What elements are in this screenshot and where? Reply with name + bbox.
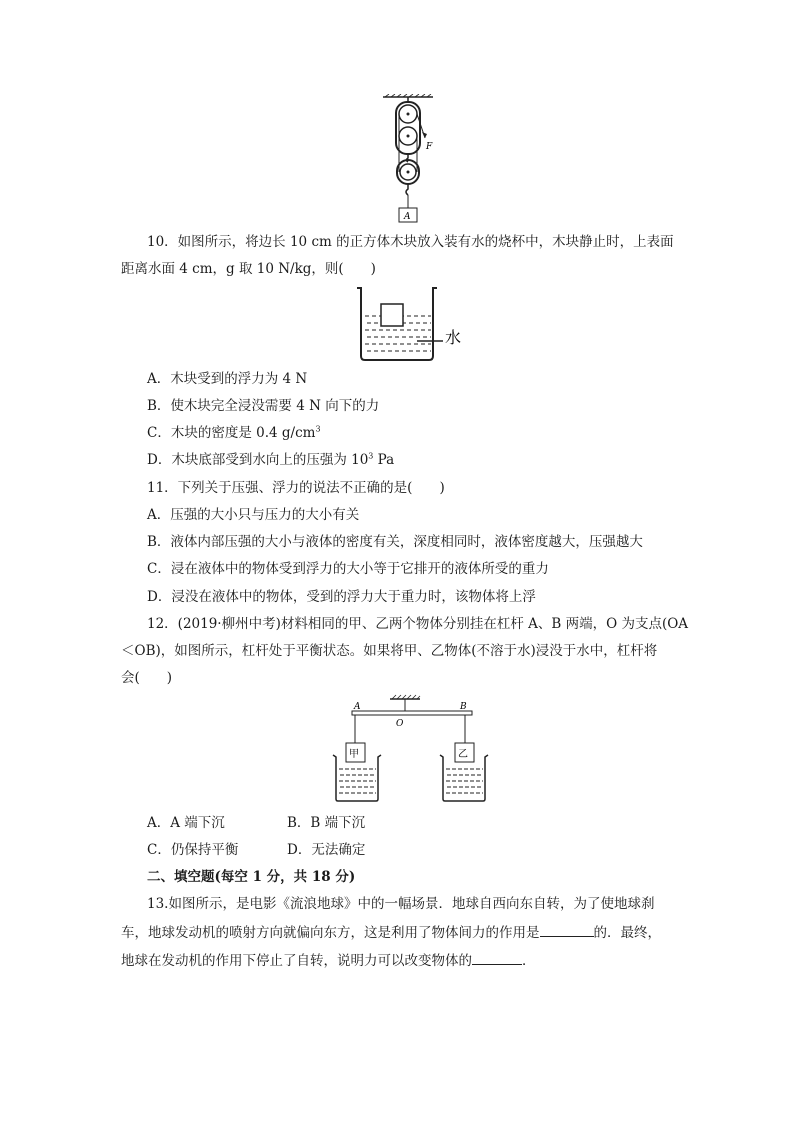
right-block-label: 乙 [458,749,468,760]
block-a-label: A [404,212,411,222]
q13-line1: 13.如图所示，是电影《流浪地球》中的一幅场景．地球自西向东自转，为了使地球刹 [147,896,655,912]
lever-figure [330,693,495,805]
q11-stem: 11．下列关于压强、浮力的说法不正确的是( ) [147,480,445,496]
q10-option-c-text: C．木块的密度是 0.4 g/cm [147,425,316,441]
q10-stem-line2: 距离水面 4 cm，g 取 10 N/kg，则( ) [121,261,376,277]
q13-line3 [121,950,536,971]
pulley-figure [375,94,445,224]
q12-stem-line2: ＜OB)，如图所示，杠杆处于平衡状态。如果将甲、乙物体(不溶于水)浸没于水中，杠杆将 [121,643,658,659]
q11-option-c: C．浸在液体中的物体受到浮力的大小等于它排开的液体所受的重力 [147,561,549,577]
q13-line3-text-a: 地球在发动机的作用下停止了自转，说明力可以改变物体的 [121,953,472,969]
pulley-diagram [375,94,445,224]
section-heading: 二、填空题(每空 1 分，共 18 分) [147,869,356,885]
q10-option-d-sup: 3 [368,451,374,461]
beaker-diagram [355,286,475,364]
q13-blank-2[interactable] [472,950,522,965]
left-block-label: 甲 [349,749,359,760]
q11-option-d: D．浸没在液体中的物体，受到的浮力大于重力时，该物体将上浮 [147,589,536,605]
q10-option-d [147,450,394,470]
q13-line2 [121,922,661,943]
lever-label-o: O [396,719,404,729]
q10-option-c-sup: 3 [315,424,321,434]
q11-option-b: B．液体内部压强的大小与液体的密度有关，深度相同时，液体密度越大，压强越大 [147,534,643,550]
q12-stem-line1: 12．(2019·柳州中考)材料相同的甲、乙两个物体分别挂在杠杆 A、B 两端，O 为支点(OA [147,616,689,632]
q13-line3-text-b: ． [522,953,536,969]
water-label: 水 [445,328,462,347]
q10-option-d-tail: Pa [373,452,395,468]
q13-line2-text-a: 车，地球发动机的喷射方向就偏向东方，这是利用了物体间力的作用是 [121,925,540,941]
q10-option-a: A．木块受到的浮力为 4 N [147,371,308,387]
q10-option-d-text: D．木块底部受到水向上的压强为 10 [147,452,369,468]
lever-label-a: A [354,702,361,712]
q11-option-a: A．压强的大小只与压力的大小有关 [147,507,360,523]
lever-diagram [330,693,495,805]
q12-option-c: C．仍保持平衡 [147,842,239,858]
beaker-figure [355,286,475,364]
q12-option-d: D．无法确定 [287,842,366,858]
q12-option-a: A．A 端下沉 [147,815,225,831]
lever-label-b: B [460,702,467,712]
force-label: F [426,142,433,152]
q10-option-b: B．使木块完全浸没需要 4 N 向下的力 [147,398,380,414]
q13-blank-1[interactable] [540,922,594,937]
q13-line2-text-b: 的．最终， [593,925,661,941]
q12-option-b: B．B 端下沉 [287,815,366,831]
q10-option-c [147,423,321,443]
q10-stem-line1: 10．如图所示，将边长 10 cm 的正方体木块放入装有水的烧杯中，木块静止时，上表面 [147,234,674,250]
q12-stem-line3: 会( ) [121,670,173,686]
